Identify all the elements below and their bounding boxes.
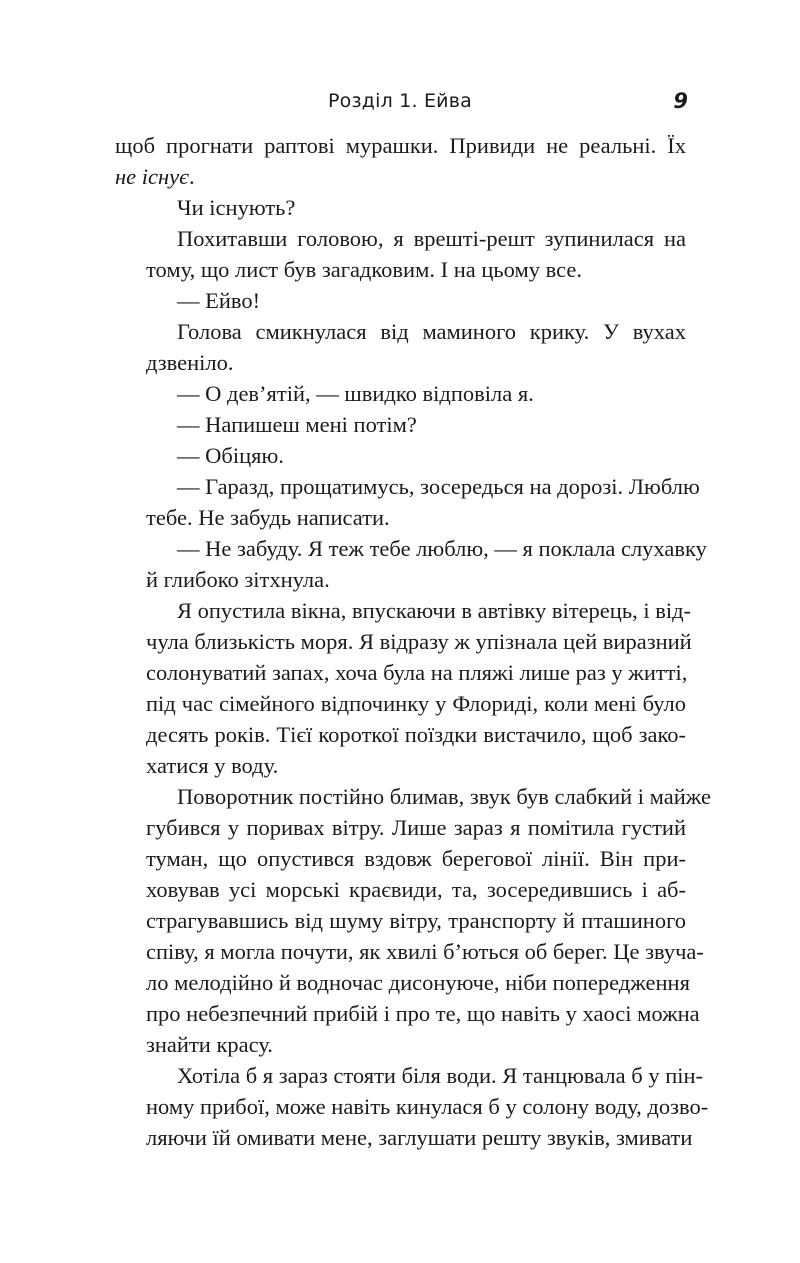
text-line: ляючи їй омивати мене, заглушати решту звуків, змивати: [146, 1125, 693, 1150]
text-line: під час сімейного відпочинку у Флориді, коли мені було: [146, 691, 686, 716]
text-line: співу, я могла почути, як хвилі б’ються об берег. Це звуча-: [146, 939, 704, 964]
text-line: ному прибої, може навіть кинулася б у солону воду, дозво-: [146, 1094, 709, 1119]
text-line: Поворотник постійно блимав, звук був слабкий і майже: [177, 784, 712, 809]
text-line: Голова смикнулася від маминого крику. У вухах: [177, 319, 686, 344]
text-line: Я опустила вікна, впускаючи в автівку вітерець, і від-: [177, 598, 692, 623]
running-head: [0, 86, 800, 116]
paragraph: [115, 285, 686, 316]
paragraph: [115, 192, 686, 223]
paragraph: [115, 409, 686, 440]
text-line: Хотіла б я зараз стояти біля води. Я танцювала б у пін-: [177, 1063, 704, 1088]
paragraph: [115, 223, 686, 285]
text-line: ло мелодійно й водночас дисонуюче, ніби попередження: [146, 970, 690, 995]
text-line: тому, що лист був загадковим. І на цьому все.: [146, 257, 582, 282]
text-line: й глибоко зітхнула.: [146, 567, 330, 592]
text-fragment: .: [188, 164, 195, 189]
body-text: [115, 130, 712, 1153]
text-line: Похитавши головою, я врешті-решт зупинилася на: [177, 226, 686, 251]
text-line: — Ейво!: [177, 288, 261, 313]
text-line: страгувавшись від шуму вітру, транспорту й пташиного: [146, 908, 686, 933]
text-line: хатися у воду.: [146, 753, 279, 778]
text-line: — Обіцяю.: [177, 443, 284, 468]
text-line: — Не забуду. Я теж тебе люблю, — я поклала слухавку: [177, 536, 707, 561]
text-line: солонуватий запах, хоча була на пляжі лише раз у житті,: [146, 660, 688, 685]
text-line: — Напишеш мені потім?: [177, 412, 417, 437]
text-line: [115, 161, 686, 192]
text-line: — Гаразд, прощатимусь, зосередься на дорозі. Люблю: [177, 474, 700, 499]
paragraph: [115, 1060, 709, 1153]
text-line: чула близькість моря. Я відразу ж упізнала цей виразний: [146, 629, 692, 654]
paragraph: [115, 130, 686, 192]
text-line: ховував усі морські краєвиди, та, зосередившись і аб-: [146, 877, 686, 902]
paragraph: [115, 378, 686, 409]
text-line: — О дев’ятій, — швидко відповіла я.: [177, 381, 534, 406]
text-line: губився у поривах вітру. Лише зараз я помітила густий: [146, 815, 686, 840]
text-line: знайти красу.: [146, 1032, 273, 1057]
page-number: 9: [673, 89, 688, 113]
paragraph: [115, 471, 700, 533]
text-line: дзвеніло.: [146, 350, 234, 375]
paragraph: [115, 595, 692, 781]
paragraph: [115, 781, 712, 1060]
text-line: Чи існують?: [177, 195, 296, 220]
paragraph: [115, 316, 686, 378]
paragraph: [115, 440, 686, 471]
text-line: про небезпечний прибій і про те, що навіть у хаосі можна: [146, 1001, 700, 1026]
text-line: щоб прогнати раптові мурашки. Привиди не реальні. Їх: [115, 133, 686, 158]
italic-text: не існує: [115, 164, 189, 189]
text-line: туман, що опустився вздовж берегової лінії. Він при-: [146, 846, 686, 871]
paragraph: [115, 533, 707, 595]
chapter-title: Розділ 1. Ейва: [328, 90, 472, 112]
text-line: десять років. Тієї короткої поїздки вистачило, щоб зако-: [146, 722, 686, 747]
text-line: тебе. Не забудь написати.: [146, 505, 390, 530]
